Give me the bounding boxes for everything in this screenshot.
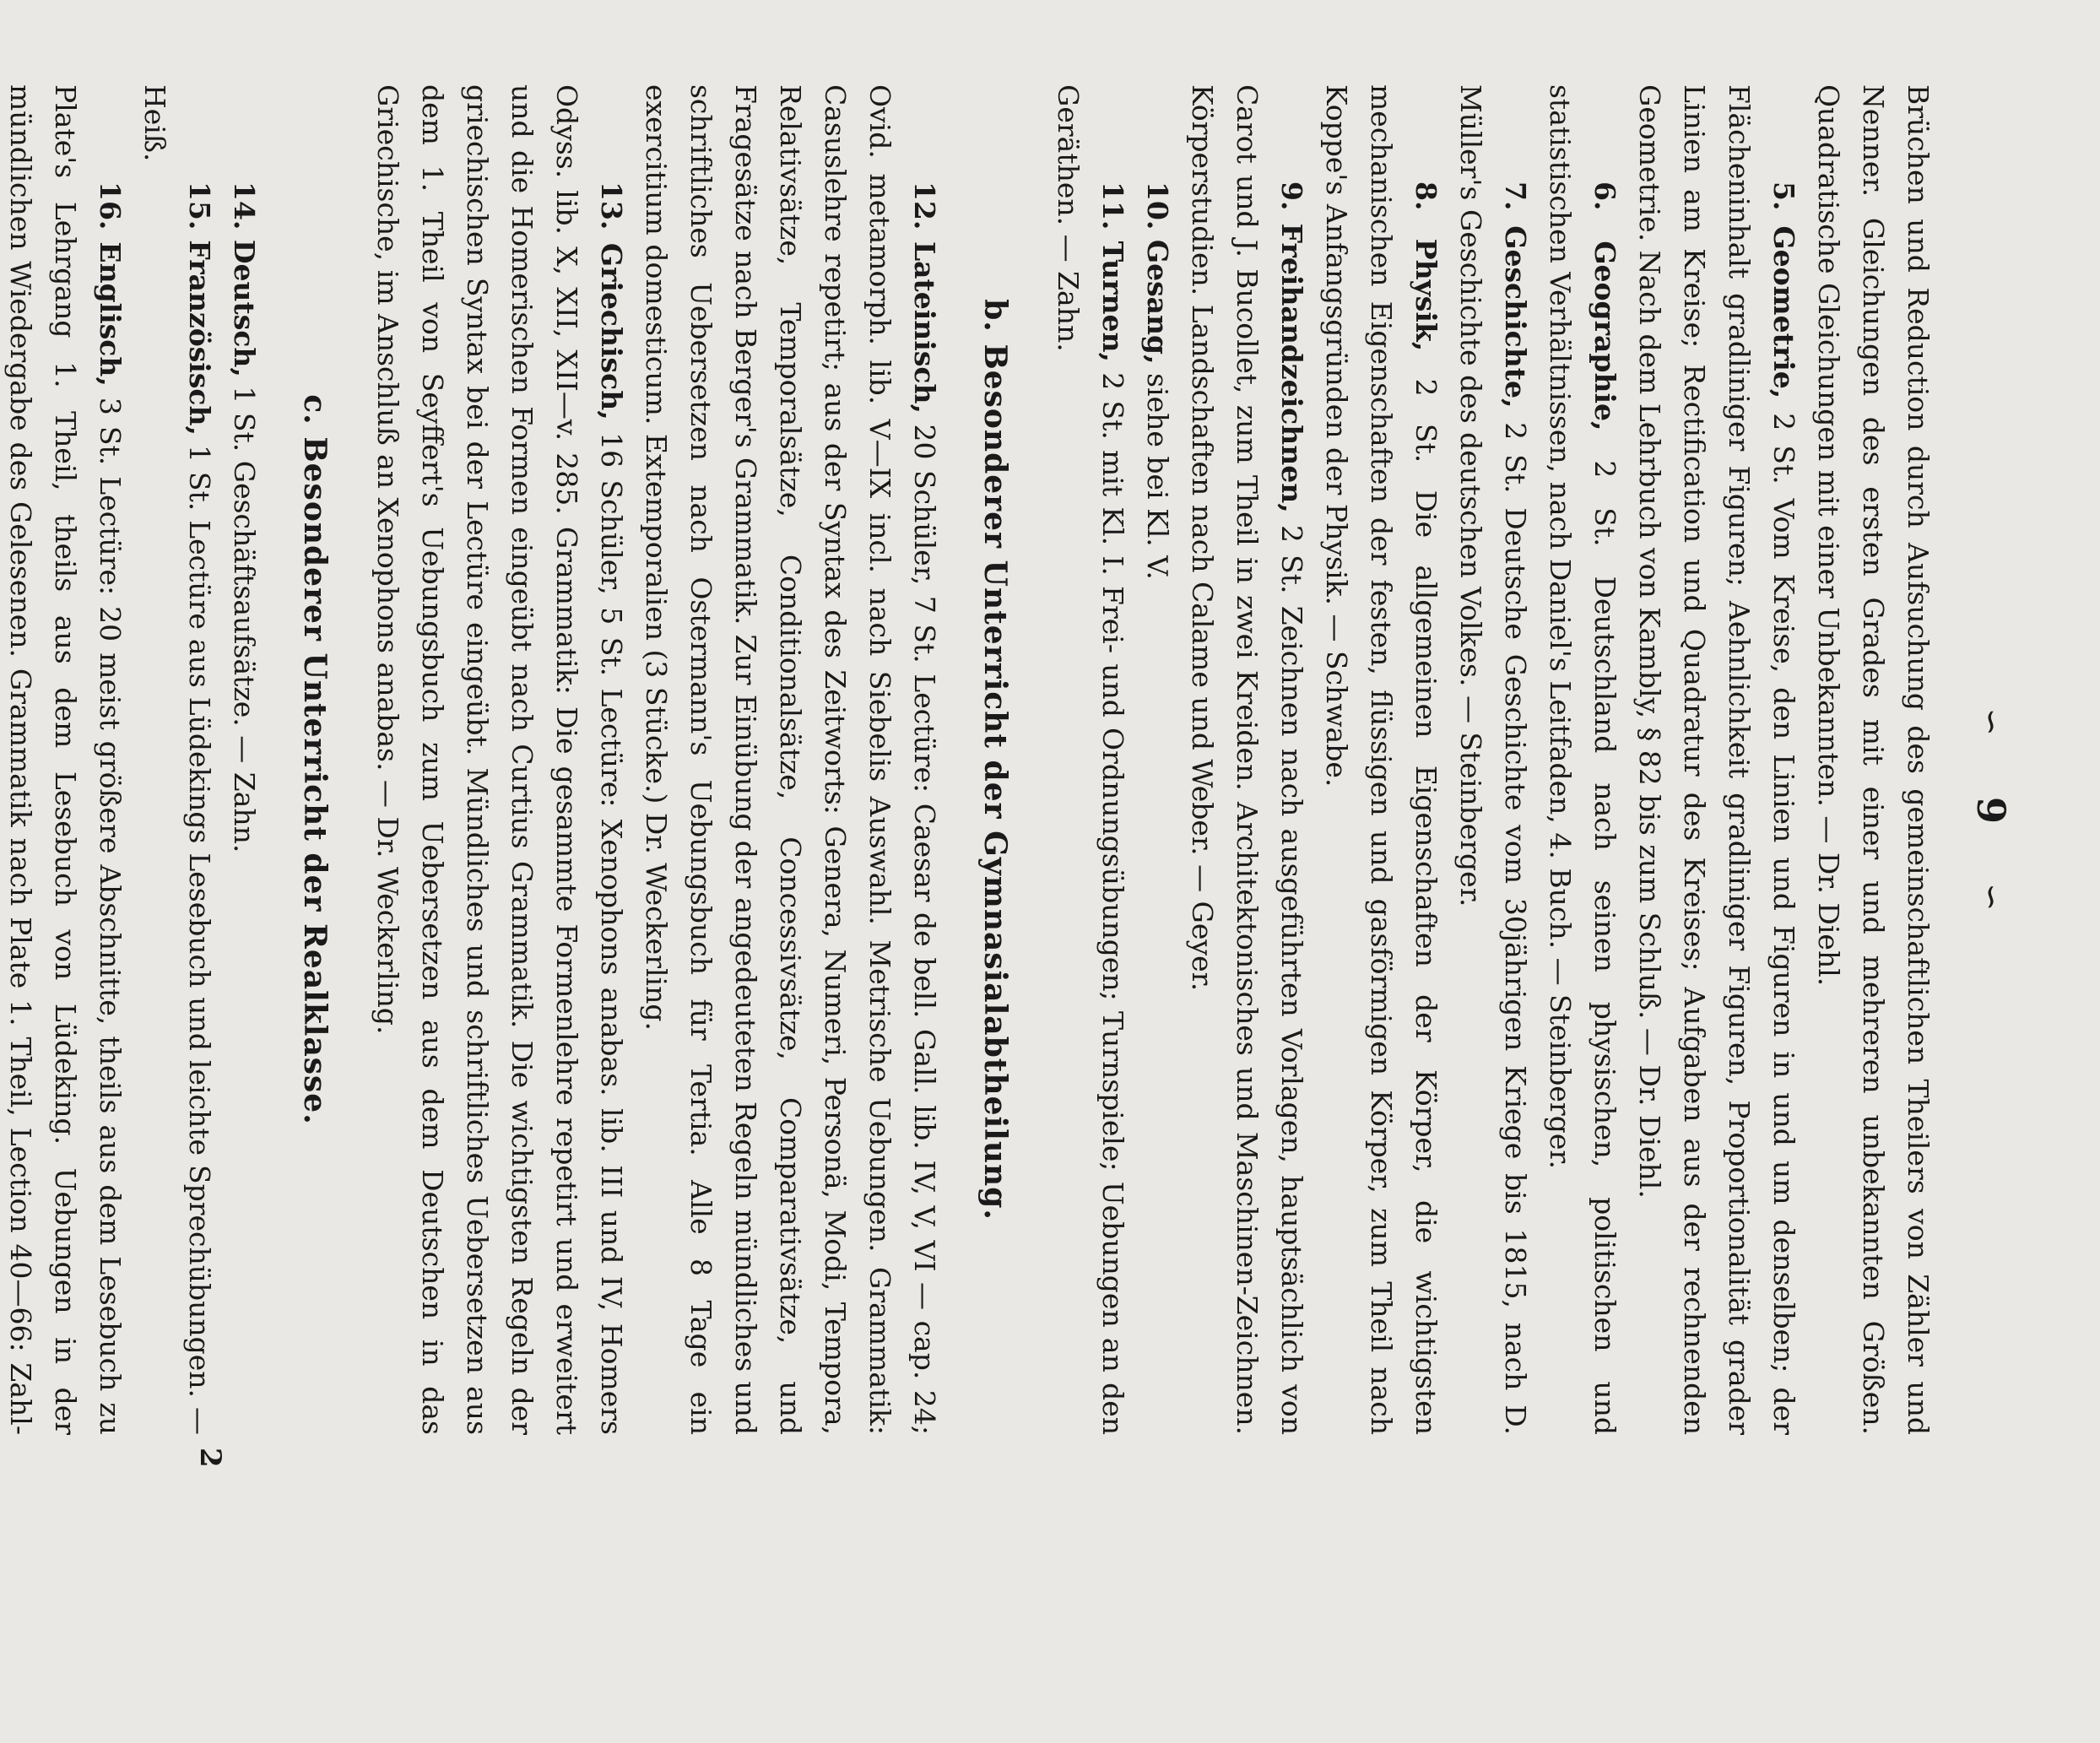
ornament-right: ∽	[1972, 883, 2011, 913]
subject-heading: 8. Physik,	[1410, 181, 1442, 352]
paragraph-arithmetic-continued: Brüchen und Reduction durch Aufsuchung des gemeinschaftlichen Theilers von Zähler und Nenner. Gleichungen des ersten Grades mit einer und mehreren unbekannten Größen. Quadratische Gleichungen mit einer Unbekannten. — Dr. Diehl.	[1812, 84, 1935, 1435]
paragraph-french	[133, 84, 222, 1435]
paragraph-german	[222, 84, 267, 1435]
subject-heading: 15. Französisch,	[183, 181, 216, 436]
section-heading-b: b. Besonderer Unterricht der Gymnasialabtheilung.	[977, 299, 1013, 1221]
subject-heading: 11. Turnen,	[1096, 181, 1129, 363]
paragraph-geometry	[1627, 84, 1806, 1435]
subject-text: 16 Schüler, 5 St. Lectüre: Xenophons anabas. lib. III und IV, Homers Odyss. lib. X, XII, XII—v. 285. Grammatik: Die gesammte Formenlehre repetirt und erweitert und die Homerischen Formen eingeübt nach Curtius Grammatik. Die wichtigsten Regeln der griechischen Syntax bei der Lectüre eingeübt. Mündliches und schriftliches Uebersetzen aus dem 1. Theil von Seyffert's Uebungsbuch zum Uebersetzen aus dem Deutschen in das Griechische, im Anschluß an Xenophons anabas. — Dr. Weckerling.	[371, 84, 628, 1435]
paragraph-greek	[365, 84, 634, 1435]
paragraph-latin	[634, 84, 947, 1435]
subject-heading: 13. Griechisch,	[595, 181, 628, 420]
paragraph-gymnastics	[1046, 84, 1135, 1435]
paragraph-physics	[1314, 84, 1448, 1435]
paragraph-geography	[1538, 84, 1627, 1435]
ornament-left: ∽	[1972, 707, 2011, 738]
subject-text: 2 St. mit Kl. I. Frei- und Ordnungsübungen; Turnspiele; Uebungen an den Geräthen. — Zahn.	[1052, 84, 1129, 1435]
subject-heading: 6. Geographie,	[1589, 181, 1621, 431]
page-body	[0, 84, 1940, 1435]
paragraph-history	[1448, 84, 1538, 1435]
section-heading-c: c. Besonderer Unterricht der Realklasse.	[297, 394, 333, 1125]
subject-text: 3 St. Lectüre: 20 meist größere Abschnitte, theils aus dem Lesebuch zu Plate's Lehrgang 1. Theil, theils aus dem Lesebuch von Lüdeking. Uebungen in der mündlichen Wiedergabe des Gelesenen. Grammatik nach Plate 1. Theil, Lection 40—66: Zahl-	[4, 84, 127, 1435]
subject-text: 2 St. Vom Kreise, den Linien und Figuren in und um denselben; der Flächeninhalt gradliniger Figuren; Aehnlichkeit gradliniger Figuren, Proportionalität grader Linien am Kreise; Rectification und Quadratur des Kreises; Aufgaben aus der rechnenden Geometrie. Nach dem Lehrbuch von Kambly, § 82 bis zum Schluß. — Dr. Diehl.	[1633, 84, 1800, 1435]
page-header	[1962, 51, 2021, 1570]
subject-heading: 10. Gesang,	[1141, 181, 1174, 365]
subject-text: siehe bei Kl. V.	[1141, 364, 1174, 580]
subject-text: 2 St. Deutschland nach seinen physischen, politischen und statistischen Verhältnissen, nach Daniel's Leitfaden, 4. Buch. — Steinberger.	[1544, 84, 1621, 1435]
subject-heading: 7. Geschichte,	[1499, 181, 1532, 409]
signature-mark: 2	[193, 1448, 227, 1468]
subject-text: 2 St. Die allgemeinen Eigenschaften der Körper, die wichtigsten mechanischen Eigenschaften der festen, flüssigen und gasförmigen Körper, zum Theil nach Koppe's Anfangsgründen der Physik. — Schwabe.	[1320, 84, 1442, 1435]
paragraph-drawing	[1180, 84, 1314, 1435]
subject-heading: 9. Freihandzeichnen,	[1275, 181, 1308, 513]
subject-text: 20 Schüler, 7 St. Lectüre: Caesar de bell. Gall. lib. IV, V, VI — cap. 24; Ovid. metamorph. lib. V—IX incl. nach Siebelis Auswahl. Metrische Uebungen. Grammatik: Casuslehre repetirt; aus der Syntax des Zeitworts: Genera, Numeri, Personä, Modi, Tempora, Relativsätze, Temporalsätze, Conditionalsätze, Concessivsätze, Comparativsätze, und Fragesätze nach Berger's Grammatik. Zur Einübung der angedeuteten Regeln mündliches und schriftliches Uebersetzen nach Ostermann's Uebungsbuch für Tertia. Alle 8 Tage ein exercitium domesticum. Extemporalien (3 Stücke.) Dr. Weckerling.	[640, 84, 941, 1435]
subject-heading: 16. Englisch,	[94, 181, 127, 387]
subject-text: 1 St. Lectüre aus Lüdekings Lesebuch und leichte Sprechübungen. — Heiß.	[138, 84, 216, 1435]
subject-text: 2 St. Deutsche Geschichte vom 30jährigen Kriege bis 1815, nach D. Müller's Geschichte des deutschen Volkes. — Steinberger.	[1454, 84, 1532, 1435]
subject-text: 2 St. Zeichnen nach ausgeführten Vorlagen, hauptsächlich von Carot und J. Bucollet, zum Theil in zwei Kreiden. Architektonisches und Maschinen-Zeichnen. Körperstudien. Landschaften nach Calame und Weber. — Geyer.	[1186, 84, 1308, 1435]
page-number: 9	[1968, 796, 2014, 824]
subject-heading: 14. Deutsch,	[228, 181, 261, 377]
paragraph-singing	[1135, 84, 1180, 1435]
subject-heading: 5. Geometrie,	[1767, 181, 1800, 399]
subject-heading: 12. Lateinisch,	[908, 181, 941, 414]
paragraph-english	[0, 84, 133, 1435]
subject-text: 1 St. Geschäftsaufsätze. — Zahn.	[228, 376, 261, 853]
rotated-text-block	[4, 51, 2021, 1570]
